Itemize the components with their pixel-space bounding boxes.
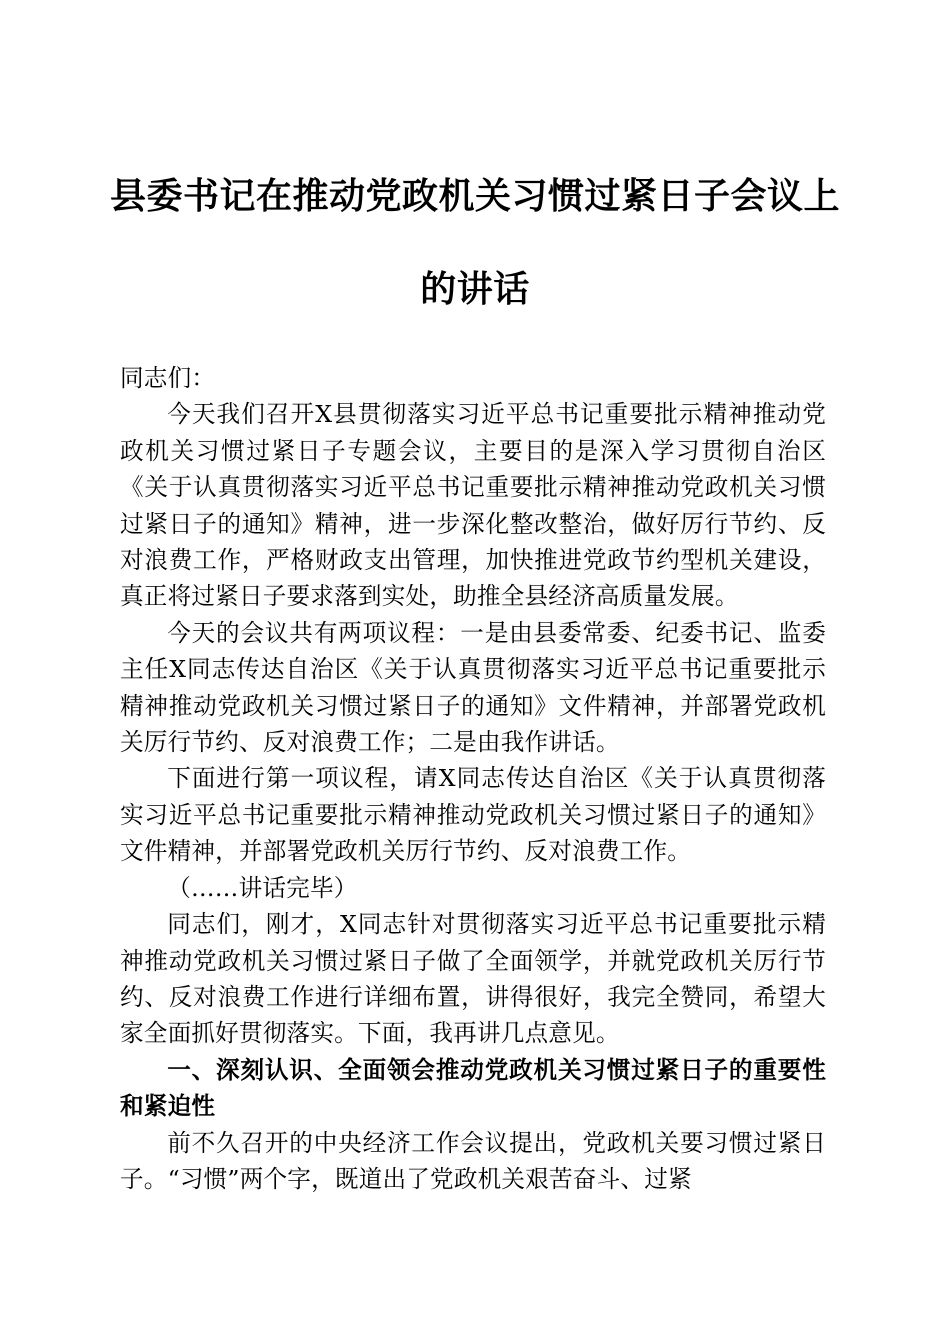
paragraph-remarks: 同志们，刚才，X同志针对贯彻落实习近平总书记重要批示精神推动党政机关习惯过紧日子做了全面领学，并就党政机关厉行节约、反对浪费工作进行详细布置，讲得很好，我完全赞同，希望大家全面抓好贯彻落实。下面，我再讲几点意见。 xyxy=(120,910,826,1048)
paragraph-agenda: 今天的会议共有两项议程：一是由县委常委、纪委书记、监委主任X同志传达自治区《关于认真贯彻落实习近平总书记重要批示精神推动党政机关习惯过紧日子的通知》文件精神，并部署党政机关厉行节约、反对浪费工作；二是由我作讲话。 xyxy=(120,618,826,757)
paragraph-opening: 今天我们召开X县贯彻落实习近平总书记重要批示精神推动党政机关习惯过紧日子专题会议，主要目的是深入学习贯彻自治区《关于认真贯彻落实习近平总书记重要批示精神推动党政机关习惯过紧日子的通知》精神，进一步深化整改整治，做好厉行节约、反对浪费工作，严格财政支出管理，加快推进党政节约型机关建设，真正将过紧日子要求落到实处，助推全县经济高质量发展。 xyxy=(120,400,826,611)
paragraph-speech-end: （……讲话完毕） xyxy=(167,873,358,902)
document-title-line-2: 的讲话 xyxy=(420,269,530,310)
paragraph-first-item: 下面进行第一项议程，请X同志传达自治区《关于认真贯彻落实习近平总书记重要批示精神推动党政机关习惯过紧日子的通知》文件精神，并部署党政机关厉行节约、反对浪费工作。 xyxy=(120,764,826,866)
paragraph-section-1: 前不久召开的中央经济工作会议提出，党政机关要习惯过紧日子。“习惯”两个字，既道出了党政机关艰苦奋斗、过紧 xyxy=(120,1128,826,1193)
document-title-line-1: 县委书记在推动党政机关习惯过紧日子会议上 xyxy=(109,176,840,217)
section-heading-1: 一、深刻认识、全面领会推动党政机关习惯过紧日子的重要性和紧迫性 xyxy=(120,1055,826,1121)
salutation: 同志们： xyxy=(120,364,216,392)
document-body xyxy=(120,360,826,1197)
